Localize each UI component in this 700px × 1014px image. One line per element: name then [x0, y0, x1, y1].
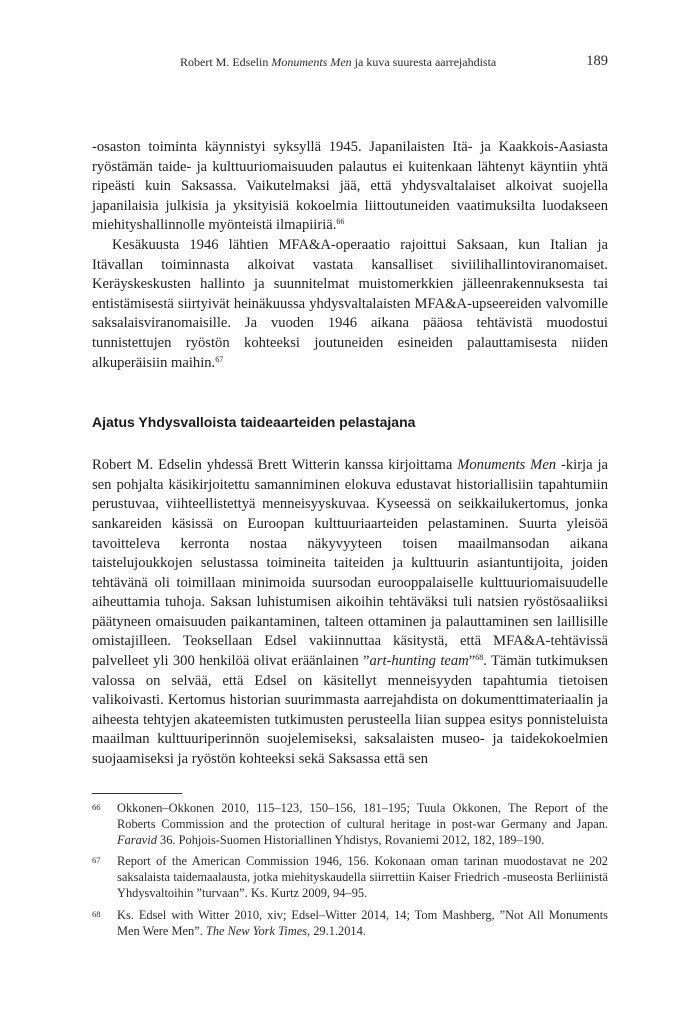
footnote-67	[92, 853, 608, 901]
footnote-ref-67[interactable]: 67	[215, 354, 224, 364]
paragraph-1-text: -osaston toiminta käynnistyi syksyllä 1945. Japanilaisten Itä- ja Kaakkois-Aasiasta ryöstämän taide- ja kulttuuriomaisuuden palautus ei kuitenkaan lähtenyt käyntiin yhtä ripeästi kuin Saksassa. Vaikutelmaksi jää, että yhdysvaltalaiset alkoivat suojella japanilaisia julkisia ja yksityisiä kokoelmia liittoutuneiden vaatimuksilta luodakseen miehityshallinnolle myönteistä ilmapiiriä.	[92, 139, 608, 234]
section-heading: Ajatus Yhdysvalloista taideaarteiden pelastajana	[92, 414, 416, 431]
footnote-ref-66[interactable]: 66	[336, 217, 345, 227]
running-title-rest: ja kuva suuresta aarrejahdista	[351, 55, 497, 69]
footnote-text-end: , 29.1.2014.	[307, 923, 366, 938]
footnote-number: 67	[92, 855, 101, 866]
running-title-italic: Monuments Men	[271, 55, 352, 69]
paragraph-1	[92, 138, 608, 236]
body-text	[92, 138, 608, 770]
footnote-italic: Faravid	[117, 833, 157, 848]
paragraph-3-italic-title: Monuments Men	[457, 457, 557, 474]
footnote-ref-68[interactable]: 68	[475, 653, 484, 663]
footnote-text-end: 36. Pohjois-Suomen Historiallinen Yhdistys, Rovaniemi 2012, 182, 189–190.	[156, 833, 545, 848]
footnote-text: Report of the American Commission 1946, 156. Kokonaan oman tarinan muodostavat ne 202 saksalaista taidemaalausta, jotka miehityskaudella siirrettiin Kaiser Friedrich -museosta Berliinistä Yhdysvaltoihin ”turvaan”. Ks. Kurtz 2009, 94–95.	[117, 854, 608, 901]
paragraph-3-text-d: . Tämän tutkimuksen valossa on selvää, että Edsel on käsitellyt menneisyyden tapahtumia tietoisen valikoivasti. Kertomus historian suurimmasta aarrejahdista on dokumenttimateriaalin ja aiheesta tehtyjen akateemisten tutkimusten perusteella liian suppea esitys ponnisteluista maailman kulttuuriperinnön suojelemiseksi, saksalaisten museo- ja taidekokoelmien suojaamiseksi ja ryöstön kohteeksi sekä Saksassa että sen	[92, 653, 608, 768]
paragraph-2-text: Kesäkuusta 1946 lähtien MFA&A-operaatio rajoittui Saksaan, kun Italian ja Itävallan toiminnasta alkoivat vastata kansalliset siviilihallintoviranomaiset. Keräyskeskusten hallinto ja suunnitelmat muistomerkkien jälleenrakennuksesta tai entistämisestä siirtyivät heinäkuussa yhdysvaltalaisten MFA&A-upseereiden valvomille saksalaisviranomaisille. Ja vuoden 1946 aikana pääosa tehtävistä muodostui tunnistettujen ryöstön kohteeksi joutuneiden esineiden palauttamisesta niiden alkuperäisiin maihin.	[92, 236, 608, 371]
footnote-number: 68	[92, 908, 101, 919]
paragraph-3-quote: ”	[468, 653, 476, 670]
footnote-separator	[92, 793, 182, 794]
footnote-text: Ks. Edsel with Witter 2010, xiv; Edsel–Witter 2014, 14; Tom Mashberg, ”Not All Monuments Men Were Men”.	[117, 907, 608, 938]
paragraph-3	[92, 456, 608, 770]
paragraph-2	[92, 236, 608, 373]
paragraph-3-text-a: Robert M. Edselin yhdessä Brett Witterin kanssa kirjoittama	[92, 457, 458, 474]
footnote-66	[92, 800, 608, 848]
footnote-text: Okkonen–Okkonen 2010, 115–123, 150–156, 181–195; Tuula Okkonen, The Report of the Roberts Commission and the protection of cultural heritage in post-war Germany and Japan.	[117, 801, 608, 832]
running-title-author: Robert M. Edselin	[180, 55, 272, 69]
page-number: 189	[586, 53, 608, 69]
paragraph-3-text-b: -kirja ja sen pohjalta käsikirjoitettu samanniminen elokuva edustavat historiallisiin tapahtumiin perustuvaa, viihteellistettyä menneisyyskuvaa. Kyseessä on seikkailukertomus, jonka sankareiden käsissä on Euroopan kulttuuriaarteiden pelastaminen. Suurta yleisöä tavoitteleva kerronta nostaa näkyvyyteen toisen maailmansodan aikana taistelujoukkojen selustassa toimineita taiteiden ja kulttuurin asiantuntijoita, joiden tehtävänä oli toimillaan minimoida suursodan eurooppalaiselle kulttuuriomaisuudelle aiheuttamia tuhoja. Saksan luhistumisen aikoihin tehtäväksi tuli natsien ryöstösaaliiksi päätyneen omaisuuden paikantaminen, talteen ottaminen ja palauttaminen sen laillisille omistajilleen. Teoksellaan Edsel vakiinnuttaa käsitystä, että MFA&A-tehtävissä palvelleet yli 300 henkilöä olivat eräänlainen ”	[92, 457, 608, 670]
running-title	[180, 55, 496, 70]
footnote-italic: The New York Times	[205, 923, 308, 938]
footnote-number: 66	[92, 802, 101, 812]
footnote-68	[92, 907, 608, 939]
paragraph-3-italic-term: art-hunting team	[369, 653, 469, 670]
footnotes	[92, 800, 608, 944]
